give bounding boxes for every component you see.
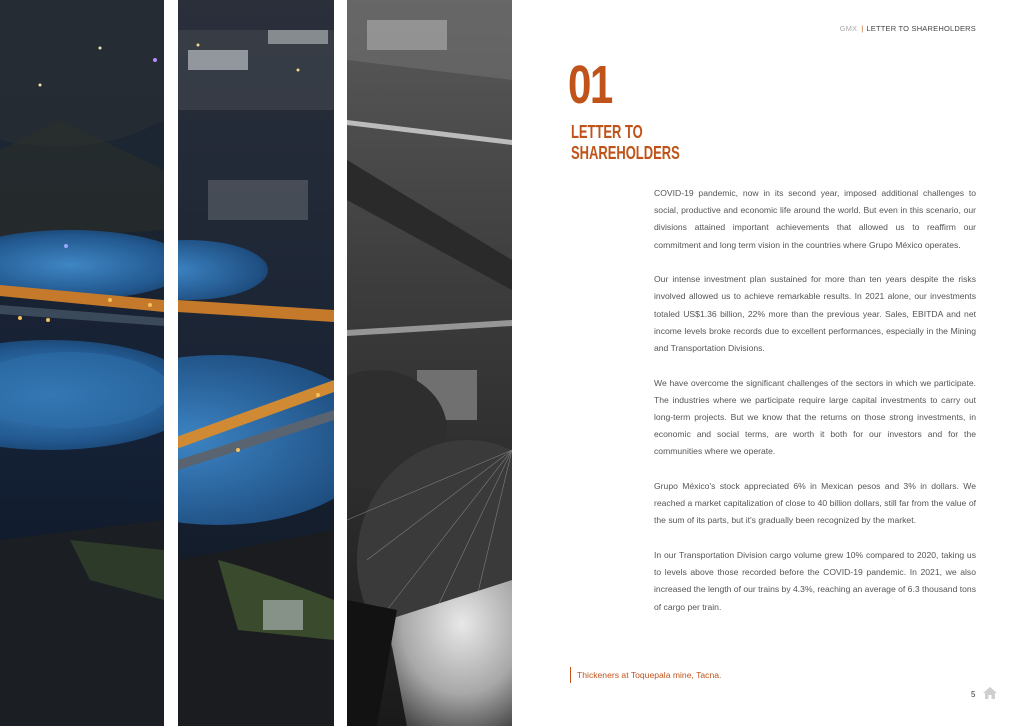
page-number: 5 (971, 690, 976, 699)
paragraph-4: Grupo México's stock appreciated 6% in Mexican pesos and 3% in dollars. We reached a market capitalization of close to 40 billion dollars, still far from the value of the sum of its parts, but it's gradually been recognized by the market. (654, 481, 976, 526)
photo-caption: Thickeners at Toquepala mine, Tacna. (570, 667, 721, 683)
paragraph-2: Our intense investment plan sustained for more than ten years despite the risks involved allowed us to achieve remarkable results. In 2021 alone, our investments totaled US$1.36 billion, 22% more than the previous year. Sales, EBITDA and net income levels broke records due to excellent performances, especially in the Mining and Transportation Divisions. (654, 274, 976, 354)
section-number: 01 (568, 55, 612, 115)
photo-gap (164, 0, 178, 726)
section-title: LETTER TO SHAREHOLDERS (571, 122, 680, 163)
letter-body (654, 185, 976, 616)
thickener-photo-middle (178, 0, 334, 726)
thickener-photo-grayscale (347, 0, 512, 726)
running-header-label: LETTER TO SHAREHOLDERS (866, 24, 976, 33)
photo-strip-middle (178, 0, 334, 726)
photo-gap (334, 0, 347, 726)
header-separator: | (861, 24, 864, 33)
thickener-photo-left (0, 0, 164, 726)
home-icon[interactable] (982, 686, 998, 700)
paragraph-5: In our Transportation Division cargo volume grew 10% compared to 2020, taking us to levels above those recorded before the COVID-19 pandemic. In 2021, we also increased the length of our trains by 4.3%, reaching an average of 6.3 thousand tons of cargo per train. (654, 550, 977, 612)
paragraph-1: COVID-19 pandemic, now in its second year, imposed additional challenges to social, productive and economic life around the world. But even in this scenario, our divisions attained important achievements that allowed us to reaffirm our commitment and long term vision in the countries where Grupo México operates. (654, 188, 976, 250)
photo-strip-left (0, 0, 164, 726)
brand-mark: GMX (839, 24, 858, 33)
running-header (840, 24, 976, 33)
photo-strip-right (347, 0, 512, 726)
paragraph-3: We have overcome the significant challenges of the sectors in which we participate. The industries where we participate require large capital investments to carry out long-term projects. But we know that the returns on those strong investments, in economic and social terms, are worth it both for our investors and for the communities where we operate. (654, 377, 976, 457)
